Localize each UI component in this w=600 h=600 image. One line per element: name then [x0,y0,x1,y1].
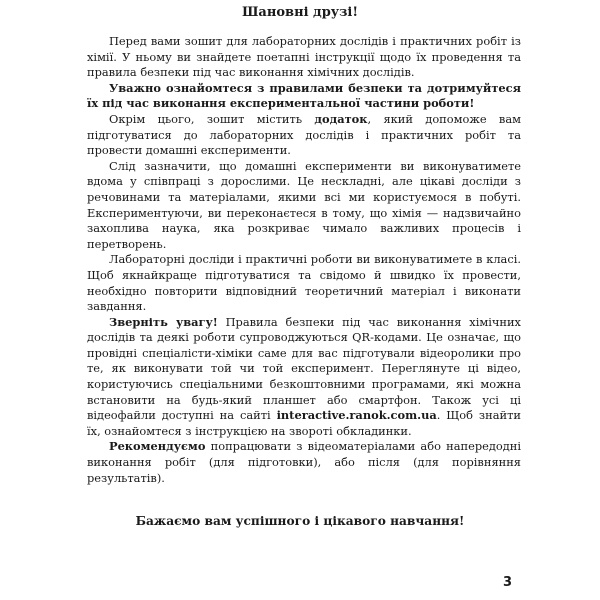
safety-warning-paragraph [87,81,521,112]
lab-work-paragraph: Лабораторні досліди і практичні роботи ви виконуватимете в класі. Щоб якнайкраще підготуватися та свідомо й швидко їх провести, необхідно повторити відповідний теоретичний матеріал і виконати завдання. [87,252,521,314]
appendix-paragraph [87,112,521,159]
appendix-term: додаток [314,111,368,126]
intro-paragraph: Перед вами зошит для лабораторних дослідів і практичних робіт із хімії. У ньому ви знайдете поетапні інструкції щодо їх проведення та правила безпеки під час виконання хімічних дослідів. [87,34,521,80]
closing-wish: Бажаємо вам успішного і цікавого навчання! [135,514,465,528]
attention-label: Зверніть увагу! [109,314,218,329]
qr-codes-paragraph [87,315,521,440]
page-title: Шановні друзі! [241,5,359,20]
appendix-text-start: Окрім цього, зошит містить [109,111,315,126]
website-link[interactable]: interactive.ranok.com.ua [276,408,437,423]
safety-warning-text: Уважно ознайомтеся з правилами безпеки та дотримуйтеся їх під час виконання експериментальної частини роботи! [87,80,521,111]
body-text [87,34,521,486]
qr-codes-text-end: . Щоб знайти їх, ознайомтеся з інструкцією на звороті обкладинки. [87,408,521,438]
home-experiments-paragraph: Слід зазначити, що домашні експерименти ви виконуватимете вдома у співпраці з дорослими. Це нескладні, але цікаві досліди з речовинами та матеріалами, якими всі ми користуємося в побуті. Експериментуючи, ви переконаєтеся в тому, що хімія — надзвичайно захоплива наука, яка розкриває чимало важливих процесів і перетворень. [87,158,521,251]
recommend-label: Рекомендуємо [109,439,206,454]
recommendation-text: попрацювати з відеоматеріалами або напередодні виконання робіт (для підготовки), або після (для порівняння результатів). [87,439,521,485]
qr-codes-text: Правила безпеки під час виконання хімічних дослідів та деякі роботи супроводжуються QR-кодами. Це означає, що провідні спеціалісти-хіміки саме для вас підготували відеоролики про те, як виконувати той чи той експеримент. Переглянуте ці відео, користуючись спеціальними безкоштовними програмами, які можна встановити на будь-який планшет або смартфон. Також усі ці відеофайли доступні на сайті [87,314,521,423]
page-number: 3 [502,575,512,590]
recommendation-paragraph [87,439,521,486]
appendix-text-end: , який допоможе вам підготуватися до лабораторних дослідів і практичних робіт та провести домашні експерименти. [87,111,521,158]
